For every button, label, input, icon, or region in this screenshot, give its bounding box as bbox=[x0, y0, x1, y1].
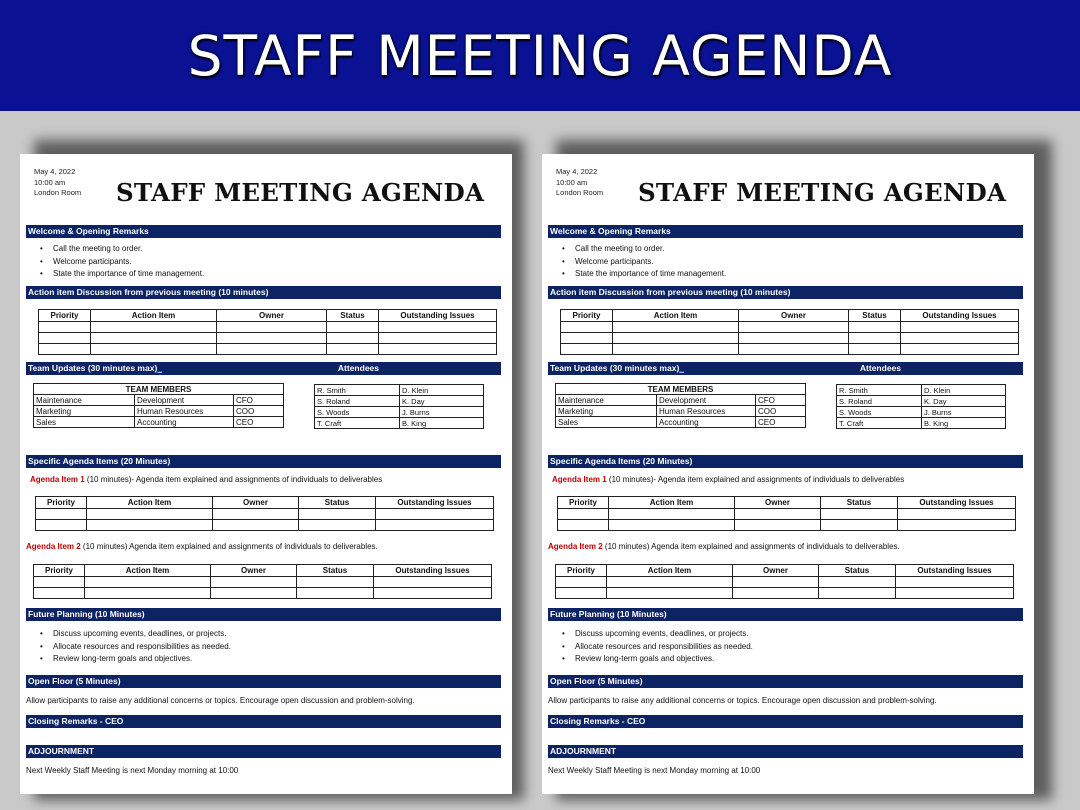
table-row bbox=[558, 509, 1016, 520]
action-items-table bbox=[38, 309, 497, 355]
table-row bbox=[556, 406, 806, 417]
section-future-planning bbox=[548, 608, 1023, 621]
section-welcome bbox=[26, 225, 501, 238]
column-header: Action Item bbox=[607, 565, 733, 577]
section-future-planning-label: Future Planning (10 Minutes) bbox=[28, 609, 145, 619]
column-header: Outstanding Issues bbox=[374, 565, 492, 577]
agenda-item-1 bbox=[30, 475, 382, 484]
future-item: • Review long-term goals and objectives. bbox=[562, 653, 753, 666]
attendee-cell: K. Day bbox=[400, 396, 484, 407]
meeting-location: London Room bbox=[556, 188, 604, 197]
team-cell: CEO bbox=[756, 417, 806, 428]
team-cell: Accounting bbox=[657, 417, 756, 428]
column-header: Priority bbox=[561, 310, 613, 322]
attendee-cell: S. Woods bbox=[837, 407, 922, 418]
future-item: • Discuss upcoming events, deadlines, or projects. bbox=[40, 628, 231, 641]
table-row bbox=[39, 344, 497, 355]
agenda-item-2-text: (10 minutes) Agenda item explained and assignments of individuals to deliverables. bbox=[80, 542, 378, 551]
column-header: Owner bbox=[211, 565, 297, 577]
welcome-list bbox=[40, 243, 204, 281]
agenda-item-1-text: (10 minutes)- Agenda item explained and assignments of individuals to deliverables bbox=[84, 475, 383, 484]
column-header: Priority bbox=[39, 310, 91, 322]
table-row bbox=[561, 333, 1019, 344]
section-open-floor-label: Open Floor (5 Minutes) bbox=[550, 676, 643, 686]
future-item: • Allocate resources and responsibilities as needed. bbox=[562, 641, 753, 654]
column-header: Priority bbox=[34, 565, 85, 577]
agenda-item-1-text: (10 minutes)- Agenda item explained and assignments of individuals to deliverables bbox=[606, 475, 905, 484]
section-welcome bbox=[548, 225, 1023, 238]
section-welcome-label: Welcome & Opening Remarks bbox=[28, 226, 149, 236]
section-open-floor bbox=[26, 675, 501, 688]
section-closing-remarks-label: Closing Remarks - CEO bbox=[28, 716, 124, 726]
attendee-cell: R. Smith bbox=[837, 385, 922, 396]
column-header: Owner bbox=[217, 310, 327, 322]
table-row bbox=[315, 396, 484, 407]
banner bbox=[0, 0, 1080, 111]
attendee-cell: S. Roland bbox=[837, 396, 922, 407]
table-header-row bbox=[556, 565, 1014, 577]
table-header-row bbox=[558, 497, 1016, 509]
table-row bbox=[558, 520, 1016, 531]
section-action-items-label: Action item Discussion from previous meeting (10 minutes) bbox=[28, 287, 269, 297]
column-header: Outstanding Issues bbox=[379, 310, 497, 322]
attendee-cell: B. King bbox=[922, 418, 1006, 429]
column-header: Priority bbox=[558, 497, 609, 509]
table-row bbox=[837, 418, 1006, 429]
agenda-item-2-label: Agenda Item 2 bbox=[548, 542, 603, 551]
meeting-location: London Room bbox=[34, 188, 82, 197]
text-selection-mark: _ bbox=[679, 363, 685, 373]
meeting-time: 10:00 am bbox=[34, 177, 66, 187]
table-row bbox=[556, 588, 1014, 599]
adjournment-text: Next Weekly Staff Meeting is next Monday morning at 10:00 bbox=[26, 766, 239, 775]
welcome-item: • State the importance of time management. bbox=[40, 268, 204, 281]
table-row bbox=[556, 577, 1014, 588]
attendee-cell: K. Day bbox=[922, 396, 1006, 407]
column-header: Priority bbox=[36, 497, 87, 509]
agenda-page-right bbox=[542, 154, 1034, 794]
action-items-table bbox=[560, 309, 1019, 355]
section-closing-remarks-label: Closing Remarks - CEO bbox=[550, 716, 646, 726]
team-cell: Marketing bbox=[556, 406, 657, 417]
attendees-table bbox=[314, 384, 484, 429]
section-specific-agenda-label: Specific Agenda Items (20 Minutes) bbox=[550, 456, 693, 466]
team-cell: COO bbox=[756, 406, 806, 417]
column-header: Action Item bbox=[91, 310, 217, 322]
table-row bbox=[837, 396, 1006, 407]
meeting-time: 10:00 am bbox=[556, 177, 588, 187]
open-floor-text: Allow participants to raise any additional concerns or topics. Encourage open discussion and problem-solving. bbox=[548, 696, 937, 705]
section-open-floor bbox=[548, 675, 1023, 688]
column-header: Status bbox=[299, 497, 376, 509]
team-members-table bbox=[555, 383, 806, 428]
attendee-cell: S. Roland bbox=[315, 396, 400, 407]
team-cell: Sales bbox=[34, 417, 135, 428]
agenda-item-2 bbox=[548, 542, 900, 551]
team-cell: CFO bbox=[756, 395, 806, 406]
column-header: Action Item bbox=[87, 497, 213, 509]
section-team-updates bbox=[548, 362, 1023, 375]
team-cell: CFO bbox=[234, 395, 284, 406]
attendees-label: Attendees bbox=[337, 363, 379, 373]
column-header: Outstanding Issues bbox=[901, 310, 1019, 322]
future-list bbox=[562, 628, 753, 666]
adjournment-text: Next Weekly Staff Meeting is next Monday morning at 10:00 bbox=[548, 766, 761, 775]
section-adjournment-label: ADJOURNMENT bbox=[550, 746, 617, 756]
meeting-date: May 4, 2022 bbox=[556, 167, 598, 176]
attendees-table bbox=[836, 384, 1006, 429]
document-title: STAFF MEETING AGENDA bbox=[116, 178, 485, 207]
table-row bbox=[315, 385, 484, 396]
meeting-meta bbox=[34, 167, 81, 199]
team-cell: Development bbox=[657, 395, 756, 406]
attendee-cell: D. Klein bbox=[400, 385, 484, 396]
column-header: Owner bbox=[733, 565, 819, 577]
team-cell: Marketing bbox=[34, 406, 135, 417]
agenda-item-1-table bbox=[35, 496, 494, 531]
section-closing-remarks bbox=[26, 715, 501, 728]
agenda-item-1-table bbox=[557, 496, 1016, 531]
section-action-items bbox=[548, 286, 1023, 299]
team-cell: Human Resources bbox=[657, 406, 756, 417]
table-row bbox=[34, 406, 284, 417]
agenda-item-1-label: Agenda Item 1 bbox=[552, 475, 607, 484]
agenda-page-left bbox=[20, 154, 512, 794]
column-header: Status bbox=[849, 310, 901, 322]
table-row bbox=[556, 417, 806, 428]
attendee-cell: S. Woods bbox=[315, 407, 400, 418]
section-adjournment bbox=[26, 745, 501, 758]
team-members-header: TEAM MEMBERS bbox=[34, 384, 284, 395]
section-welcome-label: Welcome & Opening Remarks bbox=[550, 226, 671, 236]
meeting-date: May 4, 2022 bbox=[34, 167, 76, 176]
column-header: Status bbox=[821, 497, 898, 509]
section-team-updates-label: Team Updates (30 minutes max) bbox=[550, 363, 680, 373]
table-row bbox=[39, 322, 497, 333]
column-header: Status bbox=[297, 565, 374, 577]
section-adjournment bbox=[548, 745, 1023, 758]
future-list bbox=[40, 628, 231, 666]
agenda-item-2 bbox=[26, 542, 378, 551]
welcome-item: • Call the meeting to order. bbox=[40, 243, 204, 256]
section-specific-agenda bbox=[26, 455, 501, 468]
table-row bbox=[36, 509, 494, 520]
section-specific-agenda bbox=[548, 455, 1023, 468]
table-row bbox=[837, 385, 1006, 396]
agenda-item-2-table bbox=[33, 564, 492, 599]
table-header-row bbox=[34, 565, 492, 577]
column-header: Status bbox=[327, 310, 379, 322]
team-cell: Sales bbox=[556, 417, 657, 428]
meeting-meta bbox=[556, 167, 603, 199]
table-row bbox=[34, 395, 284, 406]
welcome-item: • State the importance of time management. bbox=[562, 268, 726, 281]
welcome-list bbox=[562, 243, 726, 281]
section-action-items-label: Action item Discussion from previous meeting (10 minutes) bbox=[550, 287, 791, 297]
table-header-row bbox=[561, 310, 1019, 322]
table-row bbox=[556, 395, 806, 406]
table-header-row bbox=[34, 384, 284, 395]
column-header: Action Item bbox=[609, 497, 735, 509]
team-cell: Accounting bbox=[135, 417, 234, 428]
section-open-floor-label: Open Floor (5 Minutes) bbox=[28, 676, 121, 686]
attendee-cell: T. Craft bbox=[837, 418, 922, 429]
section-adjournment-label: ADJOURNMENT bbox=[28, 746, 95, 756]
table-row bbox=[315, 407, 484, 418]
section-action-items bbox=[26, 286, 501, 299]
column-header: Action Item bbox=[613, 310, 739, 322]
agenda-item-1-label: Agenda Item 1 bbox=[30, 475, 85, 484]
section-future-planning bbox=[26, 608, 501, 621]
future-item: • Review long-term goals and objectives. bbox=[40, 653, 231, 666]
table-header-row bbox=[39, 310, 497, 322]
team-cell: Maintenance bbox=[556, 395, 657, 406]
table-header-row bbox=[556, 384, 806, 395]
column-header: Owner bbox=[739, 310, 849, 322]
attendee-cell: J. Burns bbox=[400, 407, 484, 418]
document-title: STAFF MEETING AGENDA bbox=[638, 178, 1007, 207]
column-header: Owner bbox=[735, 497, 821, 509]
agenda-item-2-table bbox=[555, 564, 1014, 599]
team-cell: Maintenance bbox=[34, 395, 135, 406]
table-row bbox=[34, 417, 284, 428]
column-header: Status bbox=[819, 565, 896, 577]
attendee-cell: D. Klein bbox=[922, 385, 1006, 396]
team-cell: Development bbox=[135, 395, 234, 406]
future-item: • Discuss upcoming events, deadlines, or projects. bbox=[562, 628, 753, 641]
agenda-item-2-label: Agenda Item 2 bbox=[26, 542, 81, 551]
banner-title: STAFF MEETING AGENDA bbox=[187, 23, 893, 88]
attendee-cell: T. Craft bbox=[315, 418, 400, 429]
table-row bbox=[315, 418, 484, 429]
column-header: Outstanding Issues bbox=[376, 497, 494, 509]
attendee-cell: R. Smith bbox=[315, 385, 400, 396]
table-row bbox=[34, 577, 492, 588]
table-row bbox=[39, 333, 497, 344]
agenda-item-1 bbox=[552, 475, 904, 484]
text-selection-mark: _ bbox=[157, 363, 163, 373]
column-header: Action Item bbox=[85, 565, 211, 577]
open-floor-text: Allow participants to raise any additional concerns or topics. Encourage open discussion and problem-solving. bbox=[26, 696, 415, 705]
welcome-item: • Welcome participants. bbox=[562, 256, 726, 269]
section-future-planning-label: Future Planning (10 Minutes) bbox=[550, 609, 667, 619]
column-header: Outstanding Issues bbox=[896, 565, 1014, 577]
attendee-cell: J. Burns bbox=[922, 407, 1006, 418]
team-members-header: TEAM MEMBERS bbox=[556, 384, 806, 395]
table-row bbox=[561, 322, 1019, 333]
column-header: Owner bbox=[213, 497, 299, 509]
agenda-item-2-text: (10 minutes) Agenda item explained and assignments of individuals to deliverables. bbox=[602, 542, 900, 551]
team-cell: COO bbox=[234, 406, 284, 417]
table-row bbox=[561, 344, 1019, 355]
section-closing-remarks bbox=[548, 715, 1023, 728]
attendee-cell: B. King bbox=[400, 418, 484, 429]
table-row bbox=[837, 407, 1006, 418]
team-cell: CEO bbox=[234, 417, 284, 428]
table-header-row bbox=[36, 497, 494, 509]
table-row bbox=[34, 588, 492, 599]
team-members-table bbox=[33, 383, 284, 428]
table-row bbox=[36, 520, 494, 531]
team-cell: Human Resources bbox=[135, 406, 234, 417]
attendees-label: Attendees bbox=[859, 363, 901, 373]
section-specific-agenda-label: Specific Agenda Items (20 Minutes) bbox=[28, 456, 171, 466]
section-team-updates bbox=[26, 362, 501, 375]
future-item: • Allocate resources and responsibilities as needed. bbox=[40, 641, 231, 654]
column-header: Outstanding Issues bbox=[898, 497, 1016, 509]
column-header: Priority bbox=[556, 565, 607, 577]
section-team-updates-label: Team Updates (30 minutes max) bbox=[28, 363, 158, 373]
welcome-item: • Call the meeting to order. bbox=[562, 243, 726, 256]
welcome-item: • Welcome participants. bbox=[40, 256, 204, 269]
